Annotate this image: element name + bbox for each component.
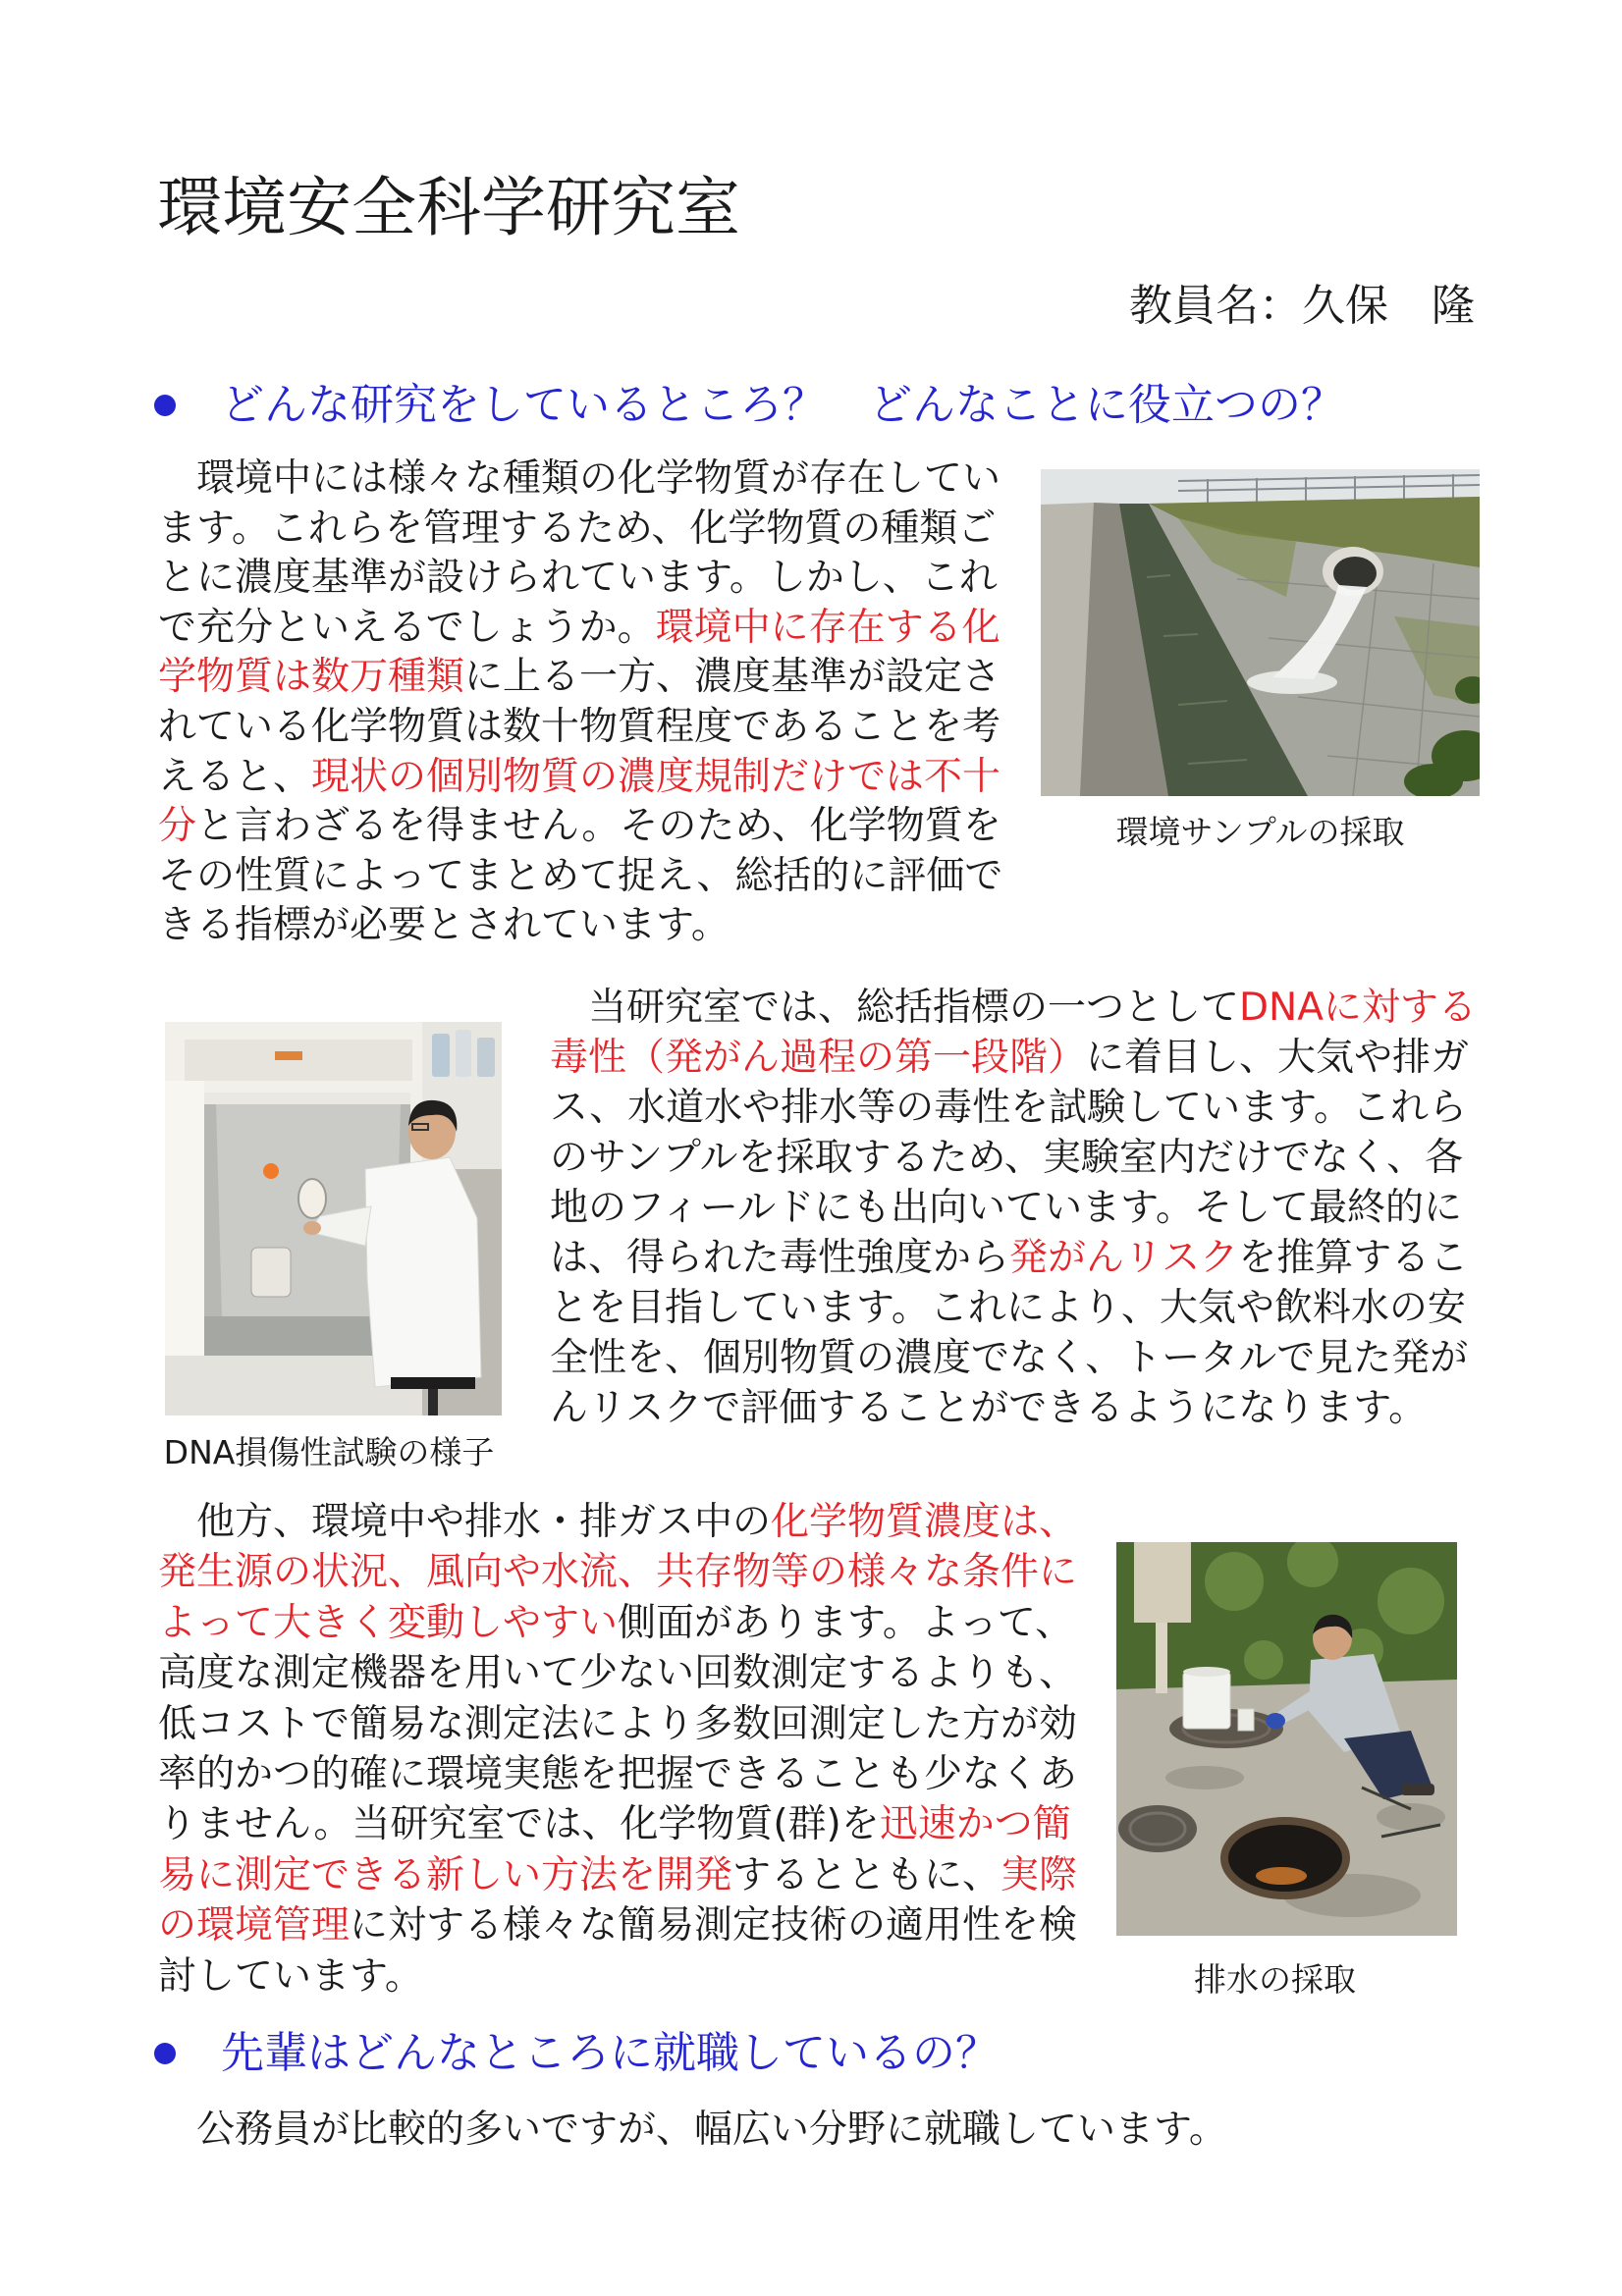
text-line (158, 1547, 1101, 1597)
text-line (158, 852, 1022, 902)
body-text: りません。当研究室では、化学物質(群)を (158, 1802, 880, 1847)
highlighted-text: 毒性（発がん過程の第一段階） (550, 1036, 1087, 1080)
text-line (158, 1900, 1101, 1950)
body-text: 地のフィールドにも出向いています。そして最終的に (550, 1186, 1462, 1230)
figure-caption: 環境サンプルの採取 (1115, 813, 1405, 851)
highlighted-text: 実際 (1000, 1852, 1078, 1897)
highlighted-text: 環境中に存在する化 (655, 605, 1000, 650)
body-text: で充分といえるでしょうか。 (158, 605, 656, 650)
body-text: 当研究室では、総括指標の一つとして (550, 986, 1240, 1030)
body-text: 低コストで簡易な測定法により多数回測定した方が効 (158, 1701, 1078, 1746)
text-line (550, 1383, 1492, 1433)
body-text: 率的かつ的確に環境実態を把握できることも少なくあ (158, 1752, 1078, 1797)
body-text: 討しています。 (158, 1953, 423, 1999)
body-text: えると、 (158, 754, 312, 799)
body-text: に着目し、大気や排ガ (1086, 1036, 1470, 1080)
text-line (158, 505, 1022, 555)
text-line (158, 1749, 1101, 1799)
highlighted-text: の環境管理 (158, 1903, 351, 1949)
bullet-icon (154, 2043, 176, 2064)
body-text: きる指標が必要とされています。 (158, 903, 730, 948)
body-text: れている化学物質は数十物質程度であることを考 (158, 704, 1001, 749)
text-line (550, 1083, 1492, 1133)
figure-caption: DNA損傷性試験の様子 (163, 1433, 495, 1471)
body-text: に対する様々な簡易測定技術の適用性を検 (350, 1903, 1078, 1949)
body-text: のサンプルを採取するため、実験室内だけでなく、各 (550, 1136, 1464, 1180)
text-line (158, 802, 1022, 852)
highlighted-text: 発生源の状況、風向や水流、共存物等の様々な条件に (158, 1550, 1078, 1595)
highlighted-text: よって大きく変動しやすい (158, 1600, 619, 1645)
highlighted-text: 現状の個別物質の濃度規制だけでは不十 (311, 754, 1001, 799)
text-line (158, 1648, 1101, 1698)
text-line (158, 1951, 1101, 2002)
text-line (158, 1497, 1101, 1547)
canal-scene (1041, 469, 1480, 796)
body-text: 他方、環境中や排水・排ガス中の (158, 1500, 772, 1544)
text-line (550, 1233, 1492, 1283)
bullet-icon (154, 395, 176, 416)
text-line (550, 1033, 1492, 1083)
text-line (158, 703, 1022, 753)
body-text: するとともに、 (732, 1852, 1001, 1897)
body-text: とを目指しています。これにより、大気や飲料水の安 (550, 1286, 1466, 1330)
text-line (550, 1333, 1492, 1383)
wastewater-sampling-photo (1116, 1542, 1457, 1936)
canal-sampling-photo (1041, 469, 1480, 796)
highlighted-text: 分 (158, 804, 197, 849)
text-line (158, 1799, 1101, 1849)
paragraph-dna-toxicity (550, 983, 1492, 1433)
body-text: とに濃度基準が設けられています。しかし、これ (158, 556, 998, 601)
highlighted-text: 学物質は数万種類 (158, 655, 465, 700)
text-line (550, 983, 1492, 1033)
figure-caption: 排水の採取 (1194, 1960, 1356, 1999)
highlighted-text: 化学物質濃度は、 (771, 1500, 1078, 1544)
body-text: ます。これらを管理するため、化学物質の種類ご (158, 506, 997, 551)
body-text: んリスクで評価することができるようになります。 (550, 1386, 1428, 1430)
body-text: 環境中には様々な種類の化学物質が存在してい (158, 456, 1001, 501)
paragraph-intro (158, 454, 1022, 951)
highlighted-text: 発がんリスク (1009, 1236, 1239, 1280)
highlighted-text: 易に測定できる新しい方法を開発 (158, 1852, 733, 1897)
body-text: 側面があります。よって、 (618, 1600, 1074, 1645)
section-heading-careers: 先輩はどんなところに就職しているの？ (221, 2028, 999, 2078)
text-line (158, 554, 1022, 604)
body-text: ス、水道水や排水等の毒性を試験しています。これら (550, 1086, 1468, 1130)
text-line (158, 1699, 1101, 1749)
section-heading-research: どんな研究をしているところ？ どんなことに役立つの？ (221, 380, 1344, 430)
text-line (158, 604, 1022, 654)
body-text: と言わざるを得ません。そのため、化学物質を (196, 804, 1001, 849)
body-text: を推算するこ (1238, 1236, 1469, 1280)
body-text: 高度な測定機器を用いて少ない回数測定するよりも、 (158, 1651, 1078, 1696)
faculty-name: 教員名：久保 隆 (1129, 281, 1475, 331)
text-line (158, 653, 1022, 703)
text-line (550, 1183, 1492, 1233)
careers-body-text: 公務員が比較的多いですが、幅広い分野に就職しています。 (158, 2108, 1227, 2152)
text-line (158, 753, 1022, 803)
highlighted-text: DNAに対する (1239, 986, 1477, 1030)
removed-lid (1118, 1805, 1197, 1852)
paragraph-measurement (158, 1497, 1101, 2002)
open-manhole (1224, 1821, 1346, 1896)
text-line (550, 1283, 1492, 1333)
page-title: 環境安全科学研究室 (157, 170, 740, 245)
dna-damage-test-photo (165, 1022, 502, 1415)
highlighted-text: 迅速かつ簡 (879, 1802, 1071, 1847)
text-line (158, 1598, 1101, 1648)
body-text: 全性を、個別物質の濃度でなく、トータルで見た発が (550, 1336, 1469, 1380)
body-text: に上る一方、濃度基準が設定さ (464, 655, 1001, 700)
text-line (158, 901, 1022, 951)
text-line (158, 454, 1022, 505)
body-text: は、得られた毒性強度から (550, 1236, 1010, 1280)
text-line (550, 1133, 1492, 1183)
text-line (158, 1850, 1101, 1900)
body-text: その性質によってまとめて捉え、総括的に評価で (158, 853, 1003, 898)
